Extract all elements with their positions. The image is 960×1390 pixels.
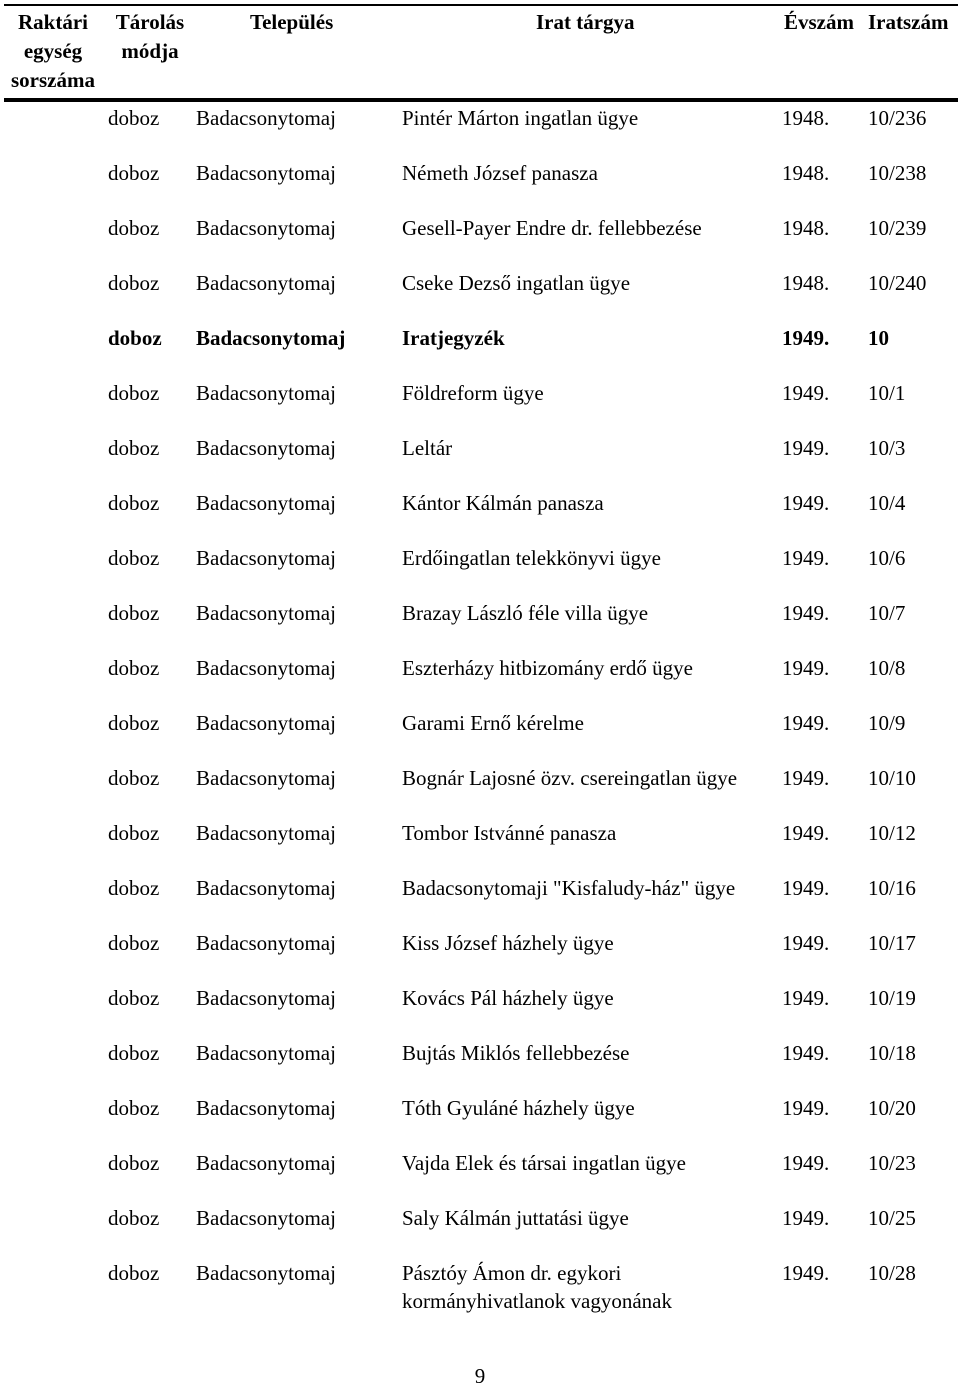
number-cell: 10/12 (868, 821, 916, 845)
place-cell: Badacsonytomaj (196, 1151, 336, 1175)
number-cell: 10/9 (868, 711, 906, 735)
table-row (0, 420, 960, 475)
place-cell: Badacsonytomaj (196, 491, 336, 515)
table-row (0, 475, 960, 530)
number-cell: 10/240 (868, 271, 927, 295)
storage-cell: doboz (108, 546, 160, 570)
place-cell: Badacsonytomaj (196, 1096, 336, 1120)
subject-cell: Bujtás Miklós fellebbezése (402, 1041, 630, 1065)
page-number: 9 (474, 1364, 486, 1388)
subject-cell: Pásztóy Ámon dr. egykori kormányhivatlanok vagyonának (402, 1261, 673, 1313)
number-cell: 10/19 (868, 986, 916, 1010)
place-cell: Badacsonytomaj (196, 1041, 336, 1065)
year-cell: 1949. (782, 381, 830, 405)
storage-cell: doboz (108, 436, 160, 460)
number-cell: 10/17 (868, 931, 916, 955)
table-row (0, 1245, 960, 1313)
subject-cell: Németh József panasza (402, 161, 598, 185)
place-cell: Badacsonytomaj (196, 986, 336, 1010)
table-row (0, 750, 960, 805)
storage-cell: doboz (108, 1096, 160, 1120)
header-unit-number (8, 8, 98, 95)
year-cell: 1948. (782, 161, 830, 185)
table-row (0, 640, 960, 695)
subject-cell: Badacsonytomaji "Kisfaludy-ház" ügye (402, 876, 736, 900)
number-cell: 10/18 (868, 1041, 916, 1065)
table-row (0, 255, 960, 310)
header-storage-line: Tárolás (115, 10, 185, 34)
year-cell: 1949. (782, 546, 830, 570)
storage-cell: doboz (108, 381, 160, 405)
place-cell: Badacsonytomaj (196, 381, 336, 405)
table-row (0, 365, 960, 420)
year-cell: 1948. (782, 216, 830, 240)
place-cell: Badacsonytomaj (196, 711, 336, 735)
subject-cell: Tóth Gyuláné házhely ügye (402, 1096, 635, 1120)
storage-cell: doboz (108, 106, 160, 130)
place-cell: Badacsonytomaj (196, 271, 336, 295)
place-cell: Badacsonytomaj (196, 1206, 336, 1230)
storage-cell: doboz (108, 1041, 160, 1065)
subject-cell: Leltár (402, 436, 453, 460)
number-cell: 10/25 (868, 1206, 916, 1230)
year-cell: 1949. (782, 821, 830, 845)
year-cell: 1948. (782, 271, 830, 295)
year-cell: 1949. (782, 436, 830, 460)
place-cell: Badacsonytomaj (196, 931, 336, 955)
storage-cell: doboz (108, 491, 160, 515)
year-cell: 1949. (782, 766, 830, 790)
storage-cell: doboz (108, 1261, 160, 1285)
number-cell: 10/236 (868, 106, 927, 130)
header-number: Iratszám (868, 10, 949, 34)
storage-cell: doboz (108, 931, 160, 955)
year-cell: 1949. (782, 326, 830, 350)
place-cell: Badacsonytomaj (196, 876, 336, 900)
table-row (0, 90, 960, 145)
storage-cell: doboz (108, 986, 160, 1010)
year-cell: 1949. (782, 931, 830, 955)
subject-cell: Saly Kálmán juttatási ügye (402, 1206, 629, 1230)
storage-cell: doboz (108, 821, 160, 845)
number-cell: 10/23 (868, 1151, 916, 1175)
place-cell: Badacsonytomaj (196, 326, 346, 350)
year-cell: 1949. (782, 491, 830, 515)
table-row (0, 695, 960, 750)
number-cell: 10/7 (868, 601, 906, 625)
number-cell: 10/20 (868, 1096, 916, 1120)
subject-cell: Pintér Márton ingatlan ügye (402, 106, 639, 130)
number-cell: 10/238 (868, 161, 927, 185)
header-unit-line: sorszáma (11, 68, 95, 92)
year-cell: 1948. (782, 106, 830, 130)
subject-cell: Vajda Elek és társai ingatlan ügye (402, 1151, 686, 1175)
place-cell: Badacsonytomaj (196, 216, 336, 240)
table-row (0, 805, 960, 860)
number-cell: 10/6 (868, 546, 906, 570)
table-top-rule (4, 4, 958, 6)
header-year: Évszám (784, 10, 854, 34)
table-row (0, 1135, 960, 1190)
table-row (0, 1190, 960, 1245)
subject-cell: Földreform ügye (402, 381, 544, 405)
storage-cell: doboz (108, 766, 160, 790)
place-cell: Badacsonytomaj (196, 546, 336, 570)
table-row (0, 1025, 960, 1080)
storage-cell: doboz (108, 656, 160, 680)
storage-cell: doboz (108, 601, 160, 625)
header-storage-method (110, 8, 190, 66)
storage-cell: doboz (108, 161, 160, 185)
place-cell: Badacsonytomaj (196, 821, 336, 845)
header-unit-line: Raktári (18, 10, 88, 34)
subject-cell: Tombor Istvánné panasza (402, 821, 617, 845)
table-row (0, 145, 960, 200)
place-cell: Badacsonytomaj (196, 766, 336, 790)
header-storage-line: módja (121, 39, 179, 63)
subject-cell: Kiss József házhely ügye (402, 931, 614, 955)
place-cell: Badacsonytomaj (196, 106, 336, 130)
storage-cell: doboz (108, 1206, 160, 1230)
table-row (0, 310, 960, 365)
number-cell: 10/10 (868, 766, 916, 790)
header-subject: Irat tárgya (536, 10, 635, 34)
year-cell: 1949. (782, 1041, 830, 1065)
table-row (0, 1080, 960, 1135)
table-row (0, 915, 960, 970)
subject-cell: Kovács Pál házhely ügye (402, 986, 614, 1010)
table-row (0, 860, 960, 915)
place-cell: Badacsonytomaj (196, 1261, 336, 1285)
header-place: Település (250, 10, 334, 34)
subject-cell: Eszterházy hitbizomány erdő ügye (402, 656, 693, 680)
subject-cell: Garami Ernő kérelme (402, 711, 584, 735)
number-cell: 10/8 (868, 656, 906, 680)
year-cell: 1949. (782, 1261, 830, 1285)
subject-cell: Brazay László féle villa ügye (402, 601, 649, 625)
subject-cell: Gesell-Payer Endre dr. fellebbezése (402, 216, 702, 240)
number-cell: 10/1 (868, 381, 906, 405)
place-cell: Badacsonytomaj (196, 656, 336, 680)
storage-cell: doboz (108, 876, 160, 900)
year-cell: 1949. (782, 1206, 830, 1230)
place-cell: Badacsonytomaj (196, 436, 336, 460)
place-cell: Badacsonytomaj (196, 161, 336, 185)
header-unit-line: egység (23, 39, 83, 63)
number-cell: 10/3 (868, 436, 906, 460)
year-cell: 1949. (782, 1096, 830, 1120)
record-list (0, 90, 960, 1313)
storage-cell: doboz (108, 271, 160, 295)
subject-cell: Bognár Lajosné özv. csereingatlan ügye (402, 766, 738, 790)
year-cell: 1949. (782, 986, 830, 1010)
year-cell: 1949. (782, 1151, 830, 1175)
number-cell: 10/239 (868, 216, 927, 240)
number-cell: 10/4 (868, 491, 906, 515)
subject-cell: Iratjegyzék (402, 326, 505, 350)
year-cell: 1949. (782, 656, 830, 680)
year-cell: 1949. (782, 601, 830, 625)
table-row (0, 585, 960, 640)
storage-cell: doboz (108, 711, 160, 735)
place-cell: Badacsonytomaj (196, 601, 336, 625)
table-row (0, 970, 960, 1025)
table-row (0, 200, 960, 255)
subject-cell: Cseke Dezső ingatlan ügye (402, 271, 631, 295)
storage-cell: doboz (108, 216, 160, 240)
subject-cell: Erdőingatlan telekkönyvi ügye (402, 546, 661, 570)
year-cell: 1949. (782, 876, 830, 900)
storage-cell: doboz (108, 1151, 160, 1175)
number-cell: 10 (868, 326, 889, 350)
table-row (0, 530, 960, 585)
number-cell: 10/28 (868, 1261, 916, 1285)
year-cell: 1949. (782, 711, 830, 735)
number-cell: 10/16 (868, 876, 916, 900)
storage-cell: doboz (108, 326, 162, 350)
subject-cell: Kántor Kálmán panasza (402, 491, 604, 515)
